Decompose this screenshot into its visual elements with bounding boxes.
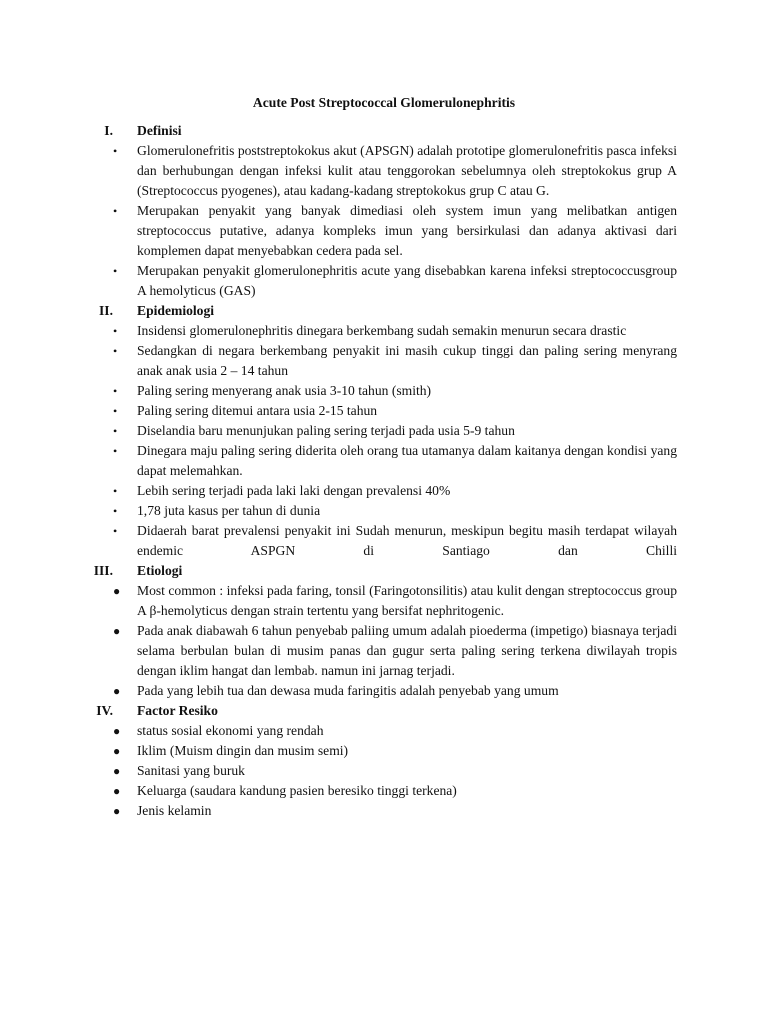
section-title: Factor Resiko [137,703,218,718]
list-item-text: Dinegara maju paling sering diderita oleh orang tua utamanya dalam kaitanya dengan kondisi yang dapat melemahkan. [137,443,677,478]
list-item-text: Paling sering ditemui antara usia 2-15 tahun [137,403,378,418]
list-item [0,741,768,761]
bullet-icon: ● [113,684,121,698]
bullet-icon: • [113,484,118,498]
bullet-icon: ● [113,724,121,738]
bullet-icon: ● [113,584,121,598]
document-content [0,121,768,821]
bullet-icon: • [113,444,118,458]
section-heading [0,301,768,321]
list-item [0,481,768,501]
list-item [0,621,768,681]
list-item-text: Merupakan penyakit yang banyak dimediasi oleh system imun yang melibatkan antigen streptococcus putative, adanya kompleks imun yang bersirkulasi dan adanya aktivasi dari komplemen dapat menyebabkan cedera pada sel. [137,203,677,258]
bullet-icon: • [113,424,118,438]
list-item [0,201,768,261]
bullet-icon: • [113,144,118,158]
section-title: Epidemiologi [137,303,215,318]
list-item-text: Keluarga (saudara kandung pasien beresiko tinggi terkena) [137,783,457,798]
list-item-text: Most common : infeksi pada faring, tonsil (Faringotonsilitis) atau kulit dengan streptococcus group A β-hemolyticus dengan strain tertentu yang bersifat nephritogenic. [137,583,677,618]
list-item-text: status sosial ekonomi yang rendah [137,723,324,738]
list-item [0,681,768,701]
list-item-text: Insidensi glomerulonephritis dinegara berkembang sudah semakin menurun secara drastic [137,323,627,338]
bullet-icon: • [113,384,118,398]
section-number: III. [93,563,113,578]
list-item [0,781,768,801]
list-item [0,261,768,301]
bullet-icon: ● [113,624,121,638]
list-item-text: Diselandia baru menunjukan paling sering terjadi pada usia 5-9 tahun [137,423,515,438]
list-item [0,521,768,561]
list-item [0,401,768,421]
list-item-text: Didaerah barat prevalensi penyakit ini Sudah menurun, meskipun begitu masih terdapat wilayah endemic ASPGN di Santiago dan Chilli [137,523,677,558]
list-item-text: Jenis kelamin [137,803,212,818]
list-item-text: Lebih sering terjadi pada laki laki dengan prevalensi 40% [137,483,451,498]
section-heading [0,561,768,581]
list-item [0,501,768,521]
list-item [0,381,768,401]
document-title: Acute Post Streptococcal Glomerulonephritis [252,95,516,110]
bullet-icon: • [113,324,118,338]
bullet-icon: • [113,504,118,518]
list-item-text: 1,78 juta kasus per tahun di dunia [137,503,321,518]
list-item [0,761,768,781]
bullet-icon: • [113,264,118,278]
section-number: IV. [96,703,113,718]
section-number: I. [104,123,113,138]
bullet-icon: ● [113,744,121,758]
list-item [0,441,768,481]
list-item [0,801,768,821]
list-item-text: Sedangkan di negara berkembang penyakit ini masih cukup tinggi dan paling sering menyrang anak anak usia 2 – 14 tahun [137,343,677,378]
list-item-text: Pada yang lebih tua dan dewasa muda faringitis adalah penyebab yang umum [137,683,559,698]
bullet-icon: • [113,204,118,218]
bullet-icon: • [113,404,118,418]
list-item [0,321,768,341]
section-title: Definisi [137,123,182,138]
list-item-text: Merupakan penyakit glomerulonephritis acute yang disebabkan karena infeksi streptococcusgroup A hemolyticus (GAS) [137,263,677,298]
bullet-icon: ● [113,804,121,818]
section-title: Etiologi [137,563,183,578]
section-heading [0,701,768,721]
list-item [0,141,768,201]
list-item [0,341,768,381]
bullet-icon: • [113,344,118,358]
section-number: II. [99,303,113,318]
list-item-text: Paling sering menyerang anak usia 3-10 tahun (smith) [137,383,432,398]
list-item [0,421,768,441]
list-item-text: Iklim (Muism dingin dan musim semi) [137,743,349,758]
section-heading [0,121,768,141]
list-item-text: Sanitasi yang buruk [137,763,245,778]
list-item-text: Pada anak diabawah 6 tahun penyebab paliing umum adalah pioederma (impetigo) biasnaya terjadi selama berbulan bulan di musim panas dan gugur serta paling sering terkena diwilayah tropis dengan iklim hangat dan lembab. namun ini jarnag terjadi. [137,623,677,678]
list-item [0,721,768,741]
list-item [0,581,768,621]
bullet-icon: • [113,524,118,538]
bullet-icon: ● [113,784,121,798]
bullet-icon: ● [113,764,121,778]
list-item-text: Glomerulonefritis poststreptokokus akut (APSGN) adalah prototipe glomerulonefritis pasca infeksi dan berhubungan dengan infeksi kulit atau tenggorokan sebelumnya oleh streptokokus grup A (Streptococcus pyogenes), atau kadang-kadang streptokokus grup C atau G. [137,143,677,198]
